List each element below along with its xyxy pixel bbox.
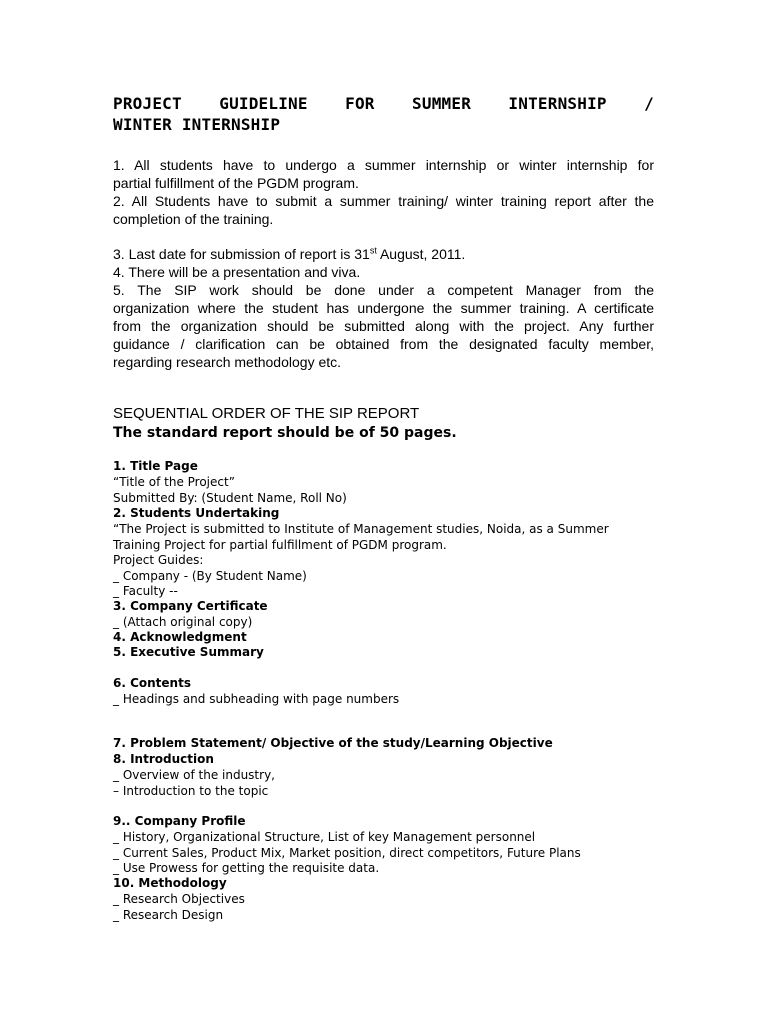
section-methodology: 10. Methodology: [113, 876, 227, 890]
rule-5-line-3: from the organization should be submitted along with the project. Any further: [113, 318, 654, 334]
rule-2-line-1: 2. All Students have to submit a summer training/ winter training report after the: [113, 193, 654, 209]
rule-3-text: 3. Last date for submission of report is 31: [113, 246, 370, 262]
rule-5-line-1: 5. The SIP work should be done under a competent Manager from the: [113, 282, 654, 298]
rule-1-line-2: partial fulfillment of the PGDM program.: [113, 175, 359, 191]
rule-2-line-2: completion of the training.: [113, 211, 274, 227]
section-line: _ Overview of the industry,: [113, 768, 275, 782]
section-line: _ Research Design: [113, 908, 224, 922]
section-line: “The Project is submitted to Institute of Management studies, Noida, as a Summer: [113, 522, 609, 536]
section-title-page: 1. Title Page: [113, 459, 198, 473]
rule-1: [113, 156, 654, 192]
rule-5-line-2: organization where the student has undergone the summer training. A certificate: [113, 300, 654, 316]
document-title-line-2: WINTER INTERNSHIP: [113, 115, 281, 134]
document-title-line-1: PROJECT GUIDELINE FOR SUMMER INTERNSHIP /: [113, 94, 654, 113]
section-company-profile: 9.. Company Profile: [113, 814, 246, 828]
section-company-certificate: 3. Company Certificate: [113, 599, 268, 613]
section-contents: 6. Contents: [113, 676, 191, 690]
section-line: “Title of the Project”: [113, 475, 235, 489]
section-line: Training Project for partial fulfillment of PGDM program.: [113, 538, 447, 552]
document-title: [113, 93, 654, 135]
rule-3-line: [113, 245, 654, 263]
section-introduction: 8. Introduction: [113, 752, 214, 766]
sequence-heading: SEQUENTIAL ORDER OF THE SIP REPORT: [113, 405, 420, 422]
section-executive-summary: 5. Executive Summary: [113, 645, 264, 659]
sequence-subheading: The standard report should be of 50 pages.: [113, 425, 457, 441]
section-line: Submitted By: (Student Name, Roll No): [113, 491, 347, 505]
rule-3: [113, 245, 654, 263]
rule-1-line-1: 1. All students have to undergo a summer internship or winter internship for: [113, 157, 654, 173]
section-line: _ Use Prowess for getting the requisite data.: [113, 861, 380, 875]
section-line: Project Guides:: [113, 553, 204, 567]
rule-3-date-suffix: August, 2011.: [376, 246, 466, 262]
section-problem-statement: 7. Problem Statement/ Objective of the study/Learning Objective: [113, 736, 553, 750]
section-students-undertaking: 2. Students Undertaking: [113, 506, 280, 520]
section-line: _ Current Sales, Product Mix, Market position, direct competitors, Future Plans: [113, 846, 581, 860]
section-line: _ (Attach original copy): [113, 615, 253, 629]
rule-2: [113, 192, 654, 228]
rule-4-line-1: 4. There will be a presentation and viva.: [113, 264, 361, 280]
section-line: _ Company - (By Student Name): [113, 569, 307, 583]
rule-4: [113, 263, 654, 281]
rule-5-line-4: guidance / clarification can be obtained from the designated faculty member,: [113, 336, 654, 352]
section-line: _ Faculty --: [113, 584, 178, 598]
section-acknowledgment: 4. Acknowledgment: [113, 630, 247, 644]
section-line: _ History, Organizational Structure, List of key Management personnel: [113, 830, 536, 844]
section-line: – Introduction to the topic: [113, 784, 269, 798]
rule-5-line-5: regarding research methodology etc.: [113, 354, 342, 370]
section-line: _ Headings and subheading with page numbers: [113, 692, 400, 706]
section-line: _ Research Objectives: [113, 892, 245, 906]
rule-3-ordinal: st: [369, 245, 377, 256]
rule-5: [113, 281, 654, 371]
